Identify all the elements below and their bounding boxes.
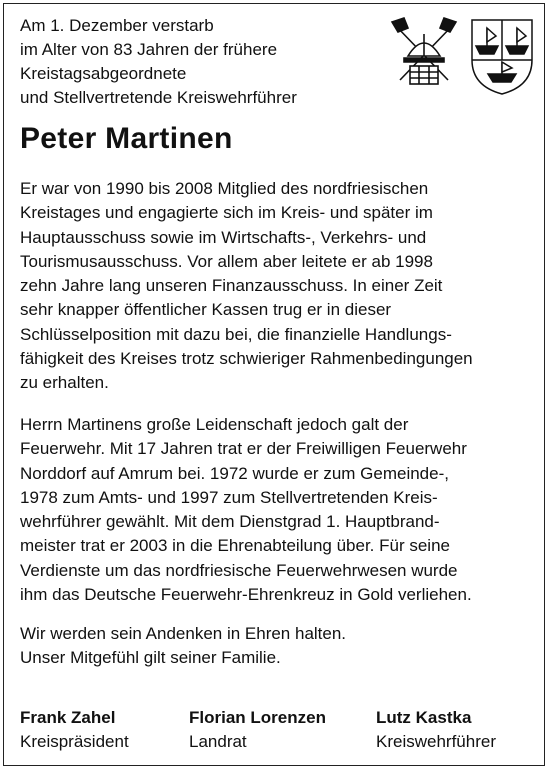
text-line: Hauptausschuss sowie im Wirtschafts-, Verkehrs- und xyxy=(20,227,427,247)
text-line: 1978 zum Amts- und 1997 zum Stellvertretenden Kreis- xyxy=(20,487,438,507)
text-line: zu erhalten. xyxy=(20,373,109,393)
text-line: Wir werden sein Andenken in Ehren halten. xyxy=(20,624,347,643)
text-line: Kreistages und engagierte sich im Kreis- und später im xyxy=(20,203,433,223)
intro-text xyxy=(20,14,380,110)
signatory-title: Kreiswehrführer xyxy=(376,732,496,751)
text-line: Tourismusausschuss. Vor allem aber leitete er ab 1998 xyxy=(20,251,433,271)
deceased-name: Peter Martinen xyxy=(20,122,233,155)
intro-line: und Stellvertretende Kreiswehrführer xyxy=(20,88,297,107)
text-line: fähigkeit des Kreises trotz schwieriger Rahmenbedingungen xyxy=(20,349,473,369)
signatory-name: Lutz Kastka xyxy=(376,708,472,727)
text-line: Norddorf auf Amrum bei. 1972 wurde er zum Gemeinde-, xyxy=(20,463,449,483)
text-line: ihm das Deutsche Feuerwehr-Ehrenkreuz in Gold verliehen. xyxy=(20,585,472,605)
signature-block xyxy=(376,706,496,754)
text-line: Feuerwehr. Mit 17 Jahren trat er der Freiwilligen Feuerwehr xyxy=(20,439,467,459)
paragraph-political-career xyxy=(20,177,540,396)
text-line: meister trat er 2003 in die Ehrenabteilung über. Für seine xyxy=(20,536,450,556)
signatory-title: Landrat xyxy=(189,732,247,751)
text-line: zehn Jahre lang unseren Finanzausschuss. In einer Zeit xyxy=(20,276,443,296)
intro-line: Kreistagsabgeordnete xyxy=(20,64,187,83)
text-line: Unser Mitgefühl gilt seiner Familie. xyxy=(20,648,281,668)
text-line: Herrn Martinens große Leidenschaft jedoch galt der xyxy=(20,415,409,434)
district-coat-of-arms-icon xyxy=(472,20,532,94)
text-line: Verdienste um das nordfriesische Feuerwehrwesen wurde xyxy=(20,560,458,580)
text-line: wehrführer gewählt. Mit dem Dienstgrad 1. Hauptbrand- xyxy=(20,512,440,532)
emblems xyxy=(386,16,536,96)
intro-line: Am 1. Dezember verstarb xyxy=(20,16,214,35)
text-line: Schlüsselposition mit dazu bei, die finanzielle Handlungs- xyxy=(20,324,452,344)
signatory-name: Florian Lorenzen xyxy=(189,708,326,727)
paragraph-condolence xyxy=(20,622,540,671)
signatory-name: Frank Zahel xyxy=(20,708,116,727)
text-line: Er war von 1990 bis 2008 Mitglied des nordfriesischen xyxy=(20,179,429,198)
signature-block xyxy=(189,706,326,754)
fire-brigade-emblem-icon xyxy=(386,16,536,96)
intro-line: im Alter von 83 Jahren der frühere xyxy=(20,40,278,59)
paragraph-fire-brigade xyxy=(20,413,540,607)
signature-block xyxy=(20,706,129,754)
text-line: sehr knapper öffentlicher Kassen trug er in dieser xyxy=(20,300,392,320)
signatory-title: Kreispräsident xyxy=(20,732,129,751)
